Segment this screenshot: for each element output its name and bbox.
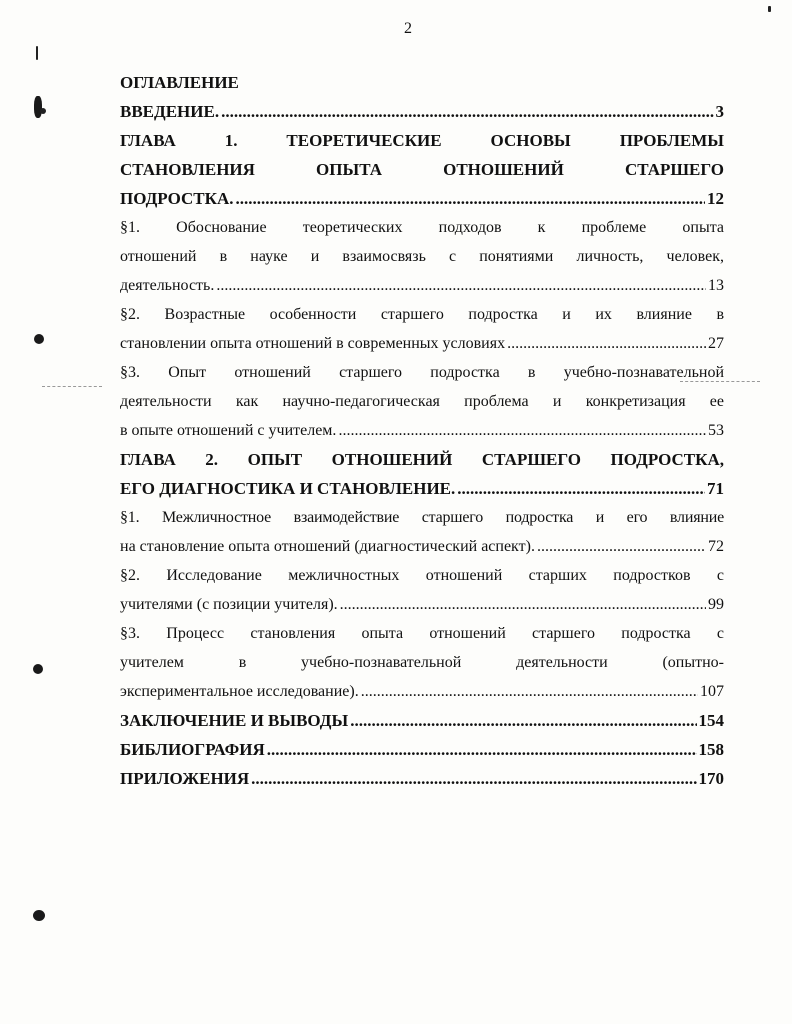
dot-leader [251,764,696,793]
toc-entry-chapter-2-section-1[interactable] [120,503,724,561]
toc-entry-page: 27 [708,335,724,352]
toc-entry-label: становлении опыта отношений в современных условиях [120,335,506,352]
chapter-1-title-line-1: ГЛАВА 1. ТЕОРЕТИЧЕСКИЕ ОСНОВЫ ПРОБЛЕМЫ [120,131,724,150]
toc-entry-chapter-2[interactable] [120,445,724,503]
toc-entry-label: БИБЛИОГРАФИЯ [120,740,265,759]
toc-entry-label: ПРИЛОЖЕНИЯ [120,769,250,788]
dot-leader [361,677,698,706]
section-line: §3. Опыт отношений старшего подростка в учебно-познавательной [120,364,724,381]
scan-speck [36,46,38,60]
dot-leader [457,474,705,503]
toc-entry-chapter-2-section-2[interactable] [120,561,724,619]
section-line: §2. Исследование межличностных отношений старших подростков с [120,567,724,584]
punch-hole-mark [33,910,45,921]
dot-leader [350,706,696,735]
table-of-contents [120,68,724,793]
toc-entry-page: 71 [707,479,724,498]
punch-hole-mark [34,96,42,118]
page-number: 2 [404,20,412,37]
toc-entry-page: 3 [715,102,724,121]
toc-entry-label: ЕГО ДИАГНОСТИКА И СТАНОВЛЕНИЕ. [120,479,456,498]
toc-entry-chapter-2-section-3[interactable] [120,619,724,706]
scan-speck [40,108,46,114]
toc-entry-label: ЗАКЛЮЧЕНИЕ И ВЫВОДЫ [120,711,349,730]
toc-entry-chapter-1-section-3[interactable] [120,358,724,445]
chapter-1-title-line-3 [120,184,724,213]
toc-entry-label: на становление опыта отношений (диагностический аспект). [120,538,535,555]
section-line-last [120,677,724,706]
toc-entry-page: 107 [700,683,724,700]
section-line-last [120,416,724,445]
dot-leader [216,271,706,300]
section-line: §1. Обоснование теоретических подходов к проблеме опыта [120,219,724,236]
chapter-2-title-line-2 [120,474,724,503]
section-line: §2. Возрастные особенности старшего подростка и их влияние в [120,306,724,323]
dot-leader [338,416,706,445]
toc-entry-chapter-1[interactable] [120,126,724,213]
chapter-2-title-line-1: ГЛАВА 2. ОПЫТ ОТНОШЕНИЙ СТАРШЕГО ПОДРОСТКА, [120,450,724,469]
dot-leader [340,590,706,619]
section-line: §3. Процесс становления опыта отношений старшего подростка с [120,625,724,642]
dot-leader [507,329,706,358]
scan-speck [768,6,771,12]
section-line: учителем в учебно-познавательной деятельности (опытно- [120,654,724,671]
toc-entry-page: 170 [698,769,724,788]
section-line-last [120,590,724,619]
toc-entry-label: ПОДРОСТКА. [120,189,234,208]
dot-leader [267,735,697,764]
section-line-last [120,329,724,358]
toc-entry-label: деятельность. [120,277,215,294]
section-line: §1. Межличностное взаимодействие старшего подростка и его влияние [120,509,724,526]
toc-entry-bibliography[interactable] [120,735,724,764]
punch-hole-mark [34,334,44,344]
toc-entry-label: экспериментальное исследование). [120,683,359,700]
toc-entry-page: 53 [708,422,724,439]
toc-entry-page: 72 [708,538,724,555]
section-line: деятельности как научно-педагогическая проблема и конкретизация ее [120,393,724,410]
section-line: отношений в науке и взаимосвязь с понятиями личность, человек, [120,248,724,265]
punch-hole-mark [33,664,43,674]
toc-entry-conclusion[interactable] [120,706,724,735]
toc-entry-label: учителями (с позиции учителя). [120,596,338,613]
dot-leader [221,97,713,126]
section-line-last [120,271,724,300]
chapter-1-title-line-2: СТАНОВЛЕНИЯ ОПЫТА ОТНОШЕНИЙ СТАРШЕГО [120,160,724,179]
dot-leader [235,184,705,213]
toc-entry-chapter-1-section-1[interactable] [120,213,724,300]
toc-entry-page: 99 [708,596,724,613]
toc-entry-page: 154 [698,711,724,730]
toc-entry-label: ВВЕДЕНИЕ. [120,102,220,121]
scan-dash-line [42,386,102,388]
toc-entry-page: 158 [698,740,724,759]
toc-title: ОГЛАВЛЕНИЕ [120,73,239,92]
toc-entry-chapter-1-section-2[interactable] [120,300,724,358]
toc-entry-label: в опыте отношений с учителем. [120,422,337,439]
toc-entry-page: 12 [707,189,724,208]
dot-leader [537,532,706,561]
toc-entry-introduction[interactable] [120,97,724,126]
toc-entry-page: 13 [708,277,724,294]
toc-entry-appendix[interactable] [120,764,724,793]
section-line-last [120,532,724,561]
